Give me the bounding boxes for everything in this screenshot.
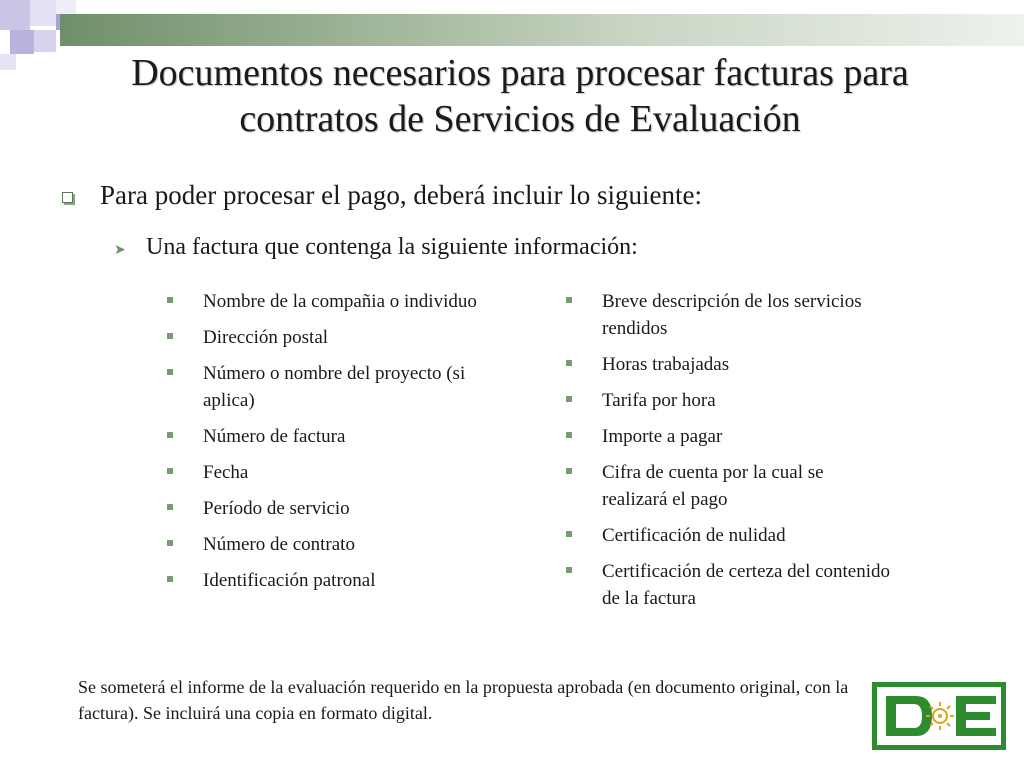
list-item-text: Horas trabajadas: [602, 354, 730, 375]
list-item: [563, 522, 893, 549]
small-square-icon: [566, 531, 572, 537]
list-item-text: Número o nombre del proyecto (si aplica): [203, 363, 466, 411]
small-square-icon: [167, 540, 173, 546]
small-square-icon: [566, 468, 572, 474]
small-square-icon: [167, 576, 173, 582]
list-item: [164, 360, 514, 414]
list-item: [164, 288, 514, 315]
small-square-icon: [566, 432, 572, 438]
list-item: [563, 423, 893, 450]
footer-note: Se someterá el informe de la evaluación requerido en la propuesta aprobada (en documento original, con la factura). Se incluirá una copia en formato digital.: [78, 677, 849, 723]
list-item-text: Número de contrato: [203, 534, 355, 555]
corner-square: [10, 30, 34, 54]
list-item: [164, 459, 514, 486]
small-square-icon: [566, 360, 572, 366]
small-square-icon: [167, 468, 173, 474]
de-logo-icon: [872, 682, 1006, 750]
small-square-icon: [566, 567, 572, 573]
small-square-icon: [566, 396, 572, 402]
small-square-icon: [566, 297, 572, 303]
list-item: [563, 387, 893, 414]
list-item-text: Cifra de cuenta por la cual se realizará el pago: [602, 462, 824, 510]
slide-title: Documentos necesarios para procesar facturas para contratos de Servicios de Evaluación: [131, 52, 909, 140]
left-column-list: [164, 288, 514, 603]
list-item: [563, 351, 893, 378]
list-item: [563, 558, 893, 612]
list-item-text: Nombre de la compañia o individuo: [203, 291, 477, 312]
arrowhead-icon: ➤: [114, 242, 126, 258]
corner-square: [34, 30, 56, 52]
small-square-icon: [167, 333, 173, 339]
list-item: [563, 288, 893, 342]
corner-square: [56, 0, 76, 14]
corner-square: [30, 0, 56, 26]
small-square-icon: [167, 297, 173, 303]
list-item-text: Certificación de certeza del contenido de la factura: [602, 561, 891, 609]
hollow-square-icon: [62, 192, 73, 203]
small-square-icon: [167, 504, 173, 510]
list-item: [164, 324, 514, 351]
list-item-text: Breve descripción de los servicios rendidos: [602, 291, 862, 339]
level1-text: Para poder procesar el pago, deberá incluir lo siguiente:: [100, 180, 703, 210]
list-item-text: Certificación de nulidad: [602, 525, 786, 546]
list-item-text: Número de factura: [203, 426, 346, 447]
header-bar: [60, 14, 1024, 46]
list-item: [563, 459, 893, 513]
small-square-icon: [167, 432, 173, 438]
small-square-icon: [167, 369, 173, 375]
list-item: [164, 567, 514, 594]
list-item-text: Importe a pagar: [602, 426, 723, 447]
list-item: [164, 423, 514, 450]
list-item-text: Dirección postal: [203, 327, 329, 348]
list-item: [164, 495, 514, 522]
level2-text: Una factura que contenga la siguiente información:: [146, 234, 638, 260]
list-item: [164, 531, 514, 558]
list-item-text: Período de servicio: [203, 498, 350, 519]
list-item-text: Tarifa por hora: [602, 390, 716, 411]
right-column-list: [563, 288, 893, 621]
list-item-text: Identificación patronal: [203, 570, 376, 591]
list-item-text: Fecha: [203, 462, 249, 483]
corner-square: [0, 0, 30, 30]
corner-square: [0, 54, 16, 70]
